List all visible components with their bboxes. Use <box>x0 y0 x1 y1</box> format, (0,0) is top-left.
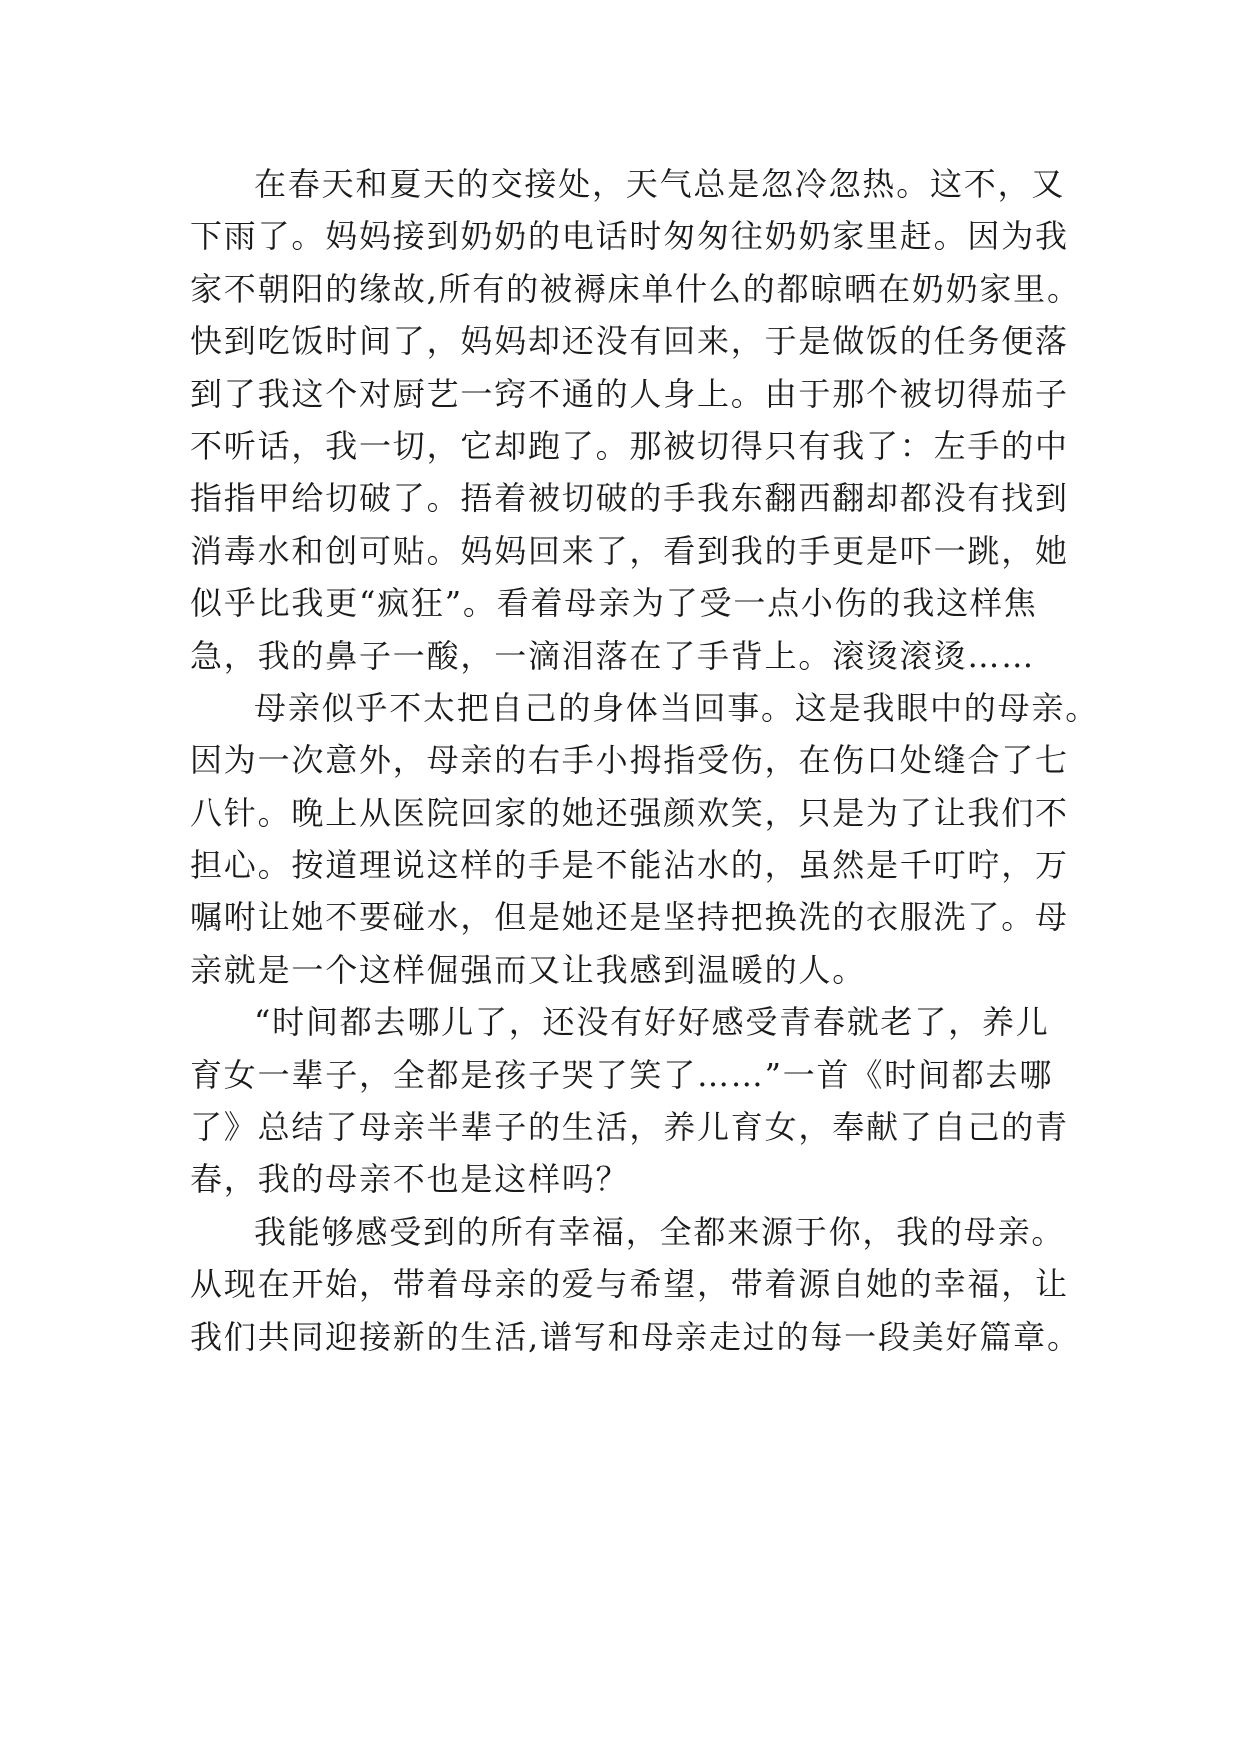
text-line: 亲就是一个这样倔强而又让我感到温暖的人。 <box>190 950 867 989</box>
text-line: 快到吃饭时间了，妈妈却还没有回来，于是做饭的任务便落 <box>190 322 1069 361</box>
text-line: 八针。晚上从医院回家的她还强颜欢笑，只是为了让我们不 <box>190 793 1069 832</box>
text-line: 急，我的鼻子一酸，一滴泪落在了手背上。滚烫滚烫…… <box>190 636 1036 675</box>
text-line: 从现在开始，带着母亲的爱与希望，带着源自她的幸福，让 <box>190 1265 1069 1304</box>
text-line: 消毒水和创可贴。妈妈回来了，看到我的手更是吓一跳，她 <box>190 531 1069 570</box>
text-line: 育女一辈子，全都是孩子哭了笑了……”一首《时间都去哪 <box>190 1055 1054 1094</box>
text-line: 家不朝阳的缘故,所有的被褥床单什么的都晾晒在奶奶家里。 <box>190 269 1081 308</box>
paragraph-2 <box>190 682 1100 996</box>
text-line: 了》总结了母亲半辈子的生活，养儿育女，奉献了自己的青 <box>190 1108 1069 1147</box>
text-line: 指指甲给切破了。捂着被切破的手我东翻西翻却都没有找到 <box>190 479 1069 518</box>
text-line: 我能够感受到的所有幸福，全都来源于你，我的母亲。 <box>254 1212 1066 1251</box>
text-line: 到了我这个对厨艺一窍不通的人身上。由于那个被切得茄子 <box>190 374 1069 413</box>
text-line: 在春天和夏天的交接处，天气总是忽冷忽热。这不，又 <box>254 165 1066 203</box>
text-line: 下雨了。妈妈接到奶奶的电话时匆匆往奶奶家里赶。因为我 <box>190 217 1069 256</box>
document-body <box>190 158 1100 1363</box>
text-line: 似乎比我更“疯狂”。看着母亲为了受一点小伤的我这样焦 <box>190 584 1038 623</box>
text-line: 春，我的母亲不也是这样吗？ <box>190 1160 630 1199</box>
text-line: 因为一次意外，母亲的右手小拇指受伤，在伤口处缝合了七 <box>190 741 1069 780</box>
paragraph-1 <box>190 158 1090 682</box>
text-line: 母亲似乎不太把自己的身体当回事。这是我眼中的母亲。 <box>254 688 1100 727</box>
text-line: 嘱咐让她不要碰水，但是她还是坚持把换洗的衣服洗了。母 <box>190 898 1069 937</box>
text-line: 不听话，我一切，它却跑了。那被切得只有我了：左手的中 <box>190 426 1069 465</box>
text-line: 担心。按道理说这样的手是不能沾水的，虽然是千叮咛，万 <box>190 846 1069 885</box>
text-line: “时间都去哪儿了，还没有好好感受青春就老了，养儿 <box>254 1003 1050 1042</box>
paragraph-3 <box>190 996 1090 1206</box>
paragraph-4 <box>190 1206 1090 1363</box>
text-line: 我们共同迎接新的生活,谱写和母亲走过的每一段美好篇章。 <box>190 1317 1081 1356</box>
